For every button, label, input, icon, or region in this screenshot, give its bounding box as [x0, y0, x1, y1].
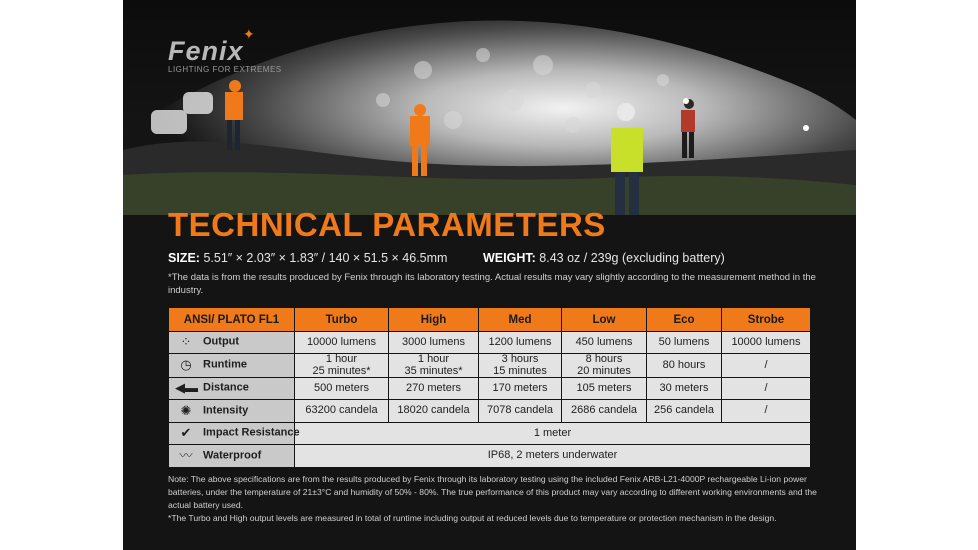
table-cell: 18020 candela: [389, 400, 479, 423]
table-cell: 105 meters: [562, 378, 647, 400]
table-cell: 63200 candela: [295, 400, 389, 423]
row-header: [169, 423, 300, 445]
table-cell: [562, 354, 647, 378]
row-label: Distance: [203, 382, 249, 395]
table-cell: /: [722, 378, 811, 400]
star-icon: ✦: [243, 26, 255, 42]
row-label: Impact Resistance: [203, 427, 300, 440]
table-cell: 170 meters: [479, 378, 562, 400]
table-row-impact: [169, 423, 811, 445]
table-cell: 270 meters: [389, 378, 479, 400]
header-mode: Turbo: [295, 308, 389, 332]
table-cell: 2686 candela: [562, 400, 647, 423]
cell-line: 8 hours: [585, 353, 623, 365]
weight-value: 8.43 oz / 239g (excluding battery): [539, 251, 725, 265]
table-cell: 1 meter: [295, 423, 811, 445]
cell-line: 25 minutes*: [312, 364, 371, 377]
table-cell: 256 candela: [647, 400, 722, 423]
table-cell: 50 lumens: [647, 332, 722, 354]
table-row-intensity: [169, 400, 811, 423]
output-icon: ⁘: [180, 334, 192, 350]
row-header: [169, 445, 295, 468]
footnote-runtime: *The Turbo and High output levels are measured in total of runtime including output at reduced levels due to temperature or protection mechanism in the design.: [168, 513, 777, 523]
header-mode: Strobe: [722, 308, 811, 332]
row-header: [169, 378, 295, 400]
table-row-output: [169, 332, 811, 354]
table-cell: [389, 354, 479, 378]
table-cell: 3000 lumens: [389, 332, 479, 354]
weight-spec: [483, 251, 725, 265]
row-label: Output: [203, 336, 240, 349]
table-row-distance: [169, 378, 811, 400]
row-label: Intensity: [203, 404, 249, 417]
impact-icon: ✔: [180, 425, 192, 441]
footnote-test-conditions: Note: The above specifications are from the results produced by Fenix through its laboratory testing using the included Fenix ARB-L21-4000P rechargeable Li-ion power batteries, under the temperature of 21±3°C and humidity of 50% - 80%. The true performance of this product may vary according to different working environments and the actual battery used.: [168, 474, 817, 510]
header-mode: Eco: [647, 308, 722, 332]
table-cell: IP68, 2 meters underwater: [295, 445, 811, 468]
header-mode: Low: [562, 308, 647, 332]
fenix-logo: [168, 26, 282, 74]
cell-line: 15 minutes: [493, 364, 547, 377]
header-mode: Med: [479, 308, 562, 332]
table-row-waterproof: [169, 445, 811, 468]
waterproof-icon: 〰: [179, 447, 193, 463]
table-cell: 500 meters: [295, 378, 389, 400]
table-cell: /: [722, 354, 811, 378]
table-cell: [479, 354, 562, 378]
table-cell: 10000 lumens: [295, 332, 389, 354]
header-mode: High: [389, 308, 479, 332]
table-cell: 1200 lumens: [479, 332, 562, 354]
table-cell: 80 hours: [647, 354, 722, 378]
logo-wordmark: Fenix: [168, 36, 244, 66]
table-cell: 10000 lumens: [722, 332, 811, 354]
size-label: SIZE:: [168, 251, 200, 265]
spec-panel: [123, 0, 856, 550]
cell-line: 1 hour: [325, 353, 358, 365]
cell-line: 3 hours: [501, 353, 539, 365]
table-cell: 450 lumens: [562, 332, 647, 354]
cell-line: 20 minutes: [577, 364, 631, 377]
intensity-icon: ✺: [180, 402, 192, 418]
table-cell: [295, 354, 389, 378]
cell-line: 1 hour: [417, 353, 450, 365]
spec-table: [168, 307, 811, 468]
row-label: Waterproof: [203, 449, 262, 462]
row-header: [169, 332, 295, 354]
row-header: [169, 400, 295, 423]
row-label: Runtime: [203, 359, 247, 372]
table-header-row: [169, 308, 811, 332]
page-title: TECHNICAL PARAMETERS: [168, 206, 606, 243]
table-cell: 7078 candela: [479, 400, 562, 423]
table-cell: /: [722, 400, 811, 423]
weight-label: WEIGHT:: [483, 251, 536, 265]
cell-line: 35 minutes*: [404, 364, 463, 377]
table-cell: 30 meters: [647, 378, 722, 400]
test-disclaimer: *The data is from the results produced by Fenix through its laboratory testing. Actual results may vary slightly according to the measurement method in the industry.: [168, 272, 816, 296]
beam-distance-icon: ◀▬: [175, 380, 198, 396]
clock-icon: ◷: [180, 357, 192, 373]
logo-tagline: LIGHTING FOR EXTREMES: [168, 65, 282, 74]
size-spec: [168, 251, 447, 265]
row-header: [169, 354, 295, 378]
size-value: 5.51″ × 2.03″ × 1.83″ / 140 × 51.5 × 46.5mm: [203, 251, 448, 265]
night-quarry-photo: [123, 0, 856, 215]
table-row-runtime: [169, 354, 811, 378]
footnotes: [168, 473, 818, 525]
header-standard: ANSI/ PLATO FL1: [169, 308, 295, 332]
